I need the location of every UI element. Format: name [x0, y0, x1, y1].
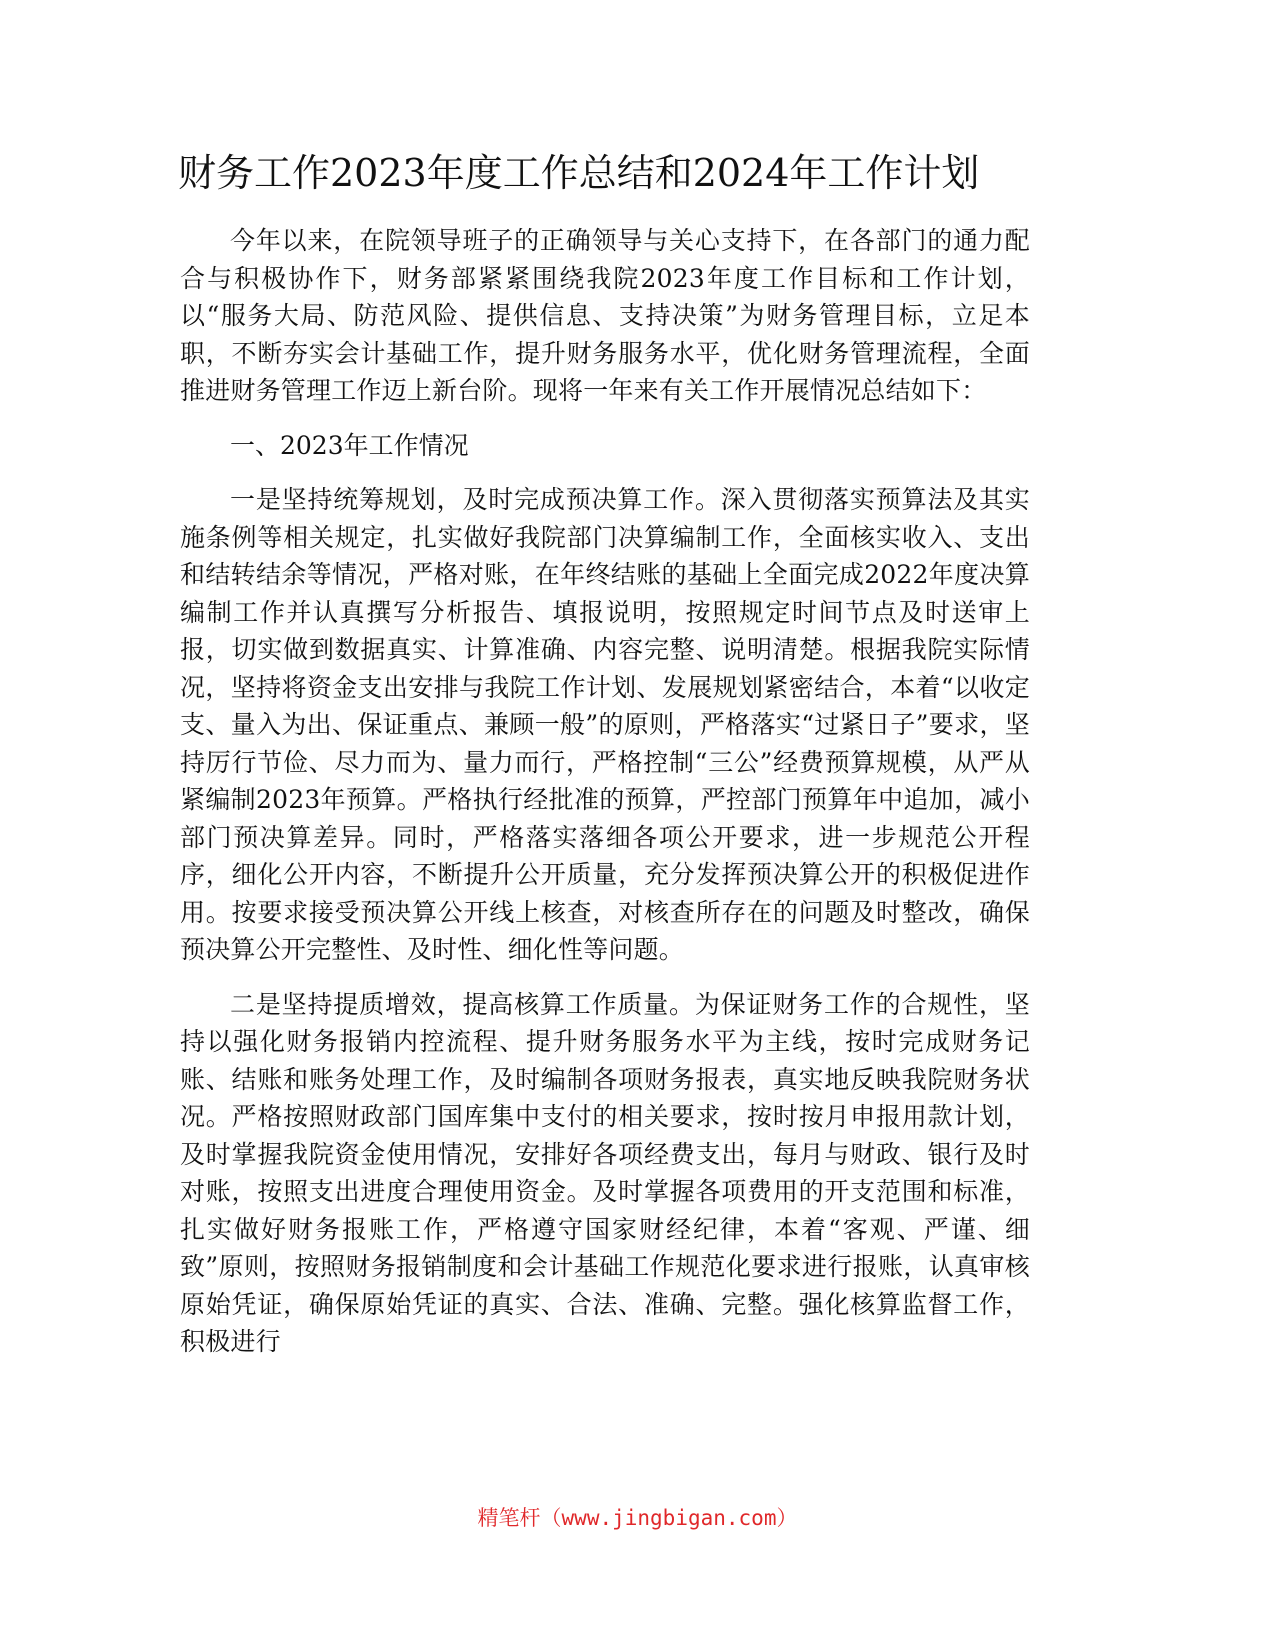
- intro-paragraph: 今年以来，在院领导班子的正确领导与关心支持下，在各部门的通力配合与积极协作下，财务部紧紧围绕我院2023年度工作目标和工作计划，以“服务大局、防范风险、提供信息、支持决策”为财务管理目标，立足本职，不断夯实会计基础工作，提升财务服务水平，优化财务管理流程，全面推进财务管理工作迈上新台阶。现将一年来有关工作开展情况总结如下：: [180, 226, 1030, 405]
- document-title: 财务工作2023年度工作总结和2024年工作计划: [178, 151, 980, 195]
- section-heading: 一、2023年工作情况: [230, 430, 469, 460]
- document-page: [180, 0, 1030, 1650]
- body-paragraph-1: 一是坚持统筹规划，及时完成预决算工作。深入贯彻落实预算法及其实施条例等相关规定，扎实做好我院部门决算编制工作，全面核实收入、支出和结转结余等情况，严格对账，在年终结账的基础上全面完成2022年度决算编制工作并认真撰写分析报告、填报说明，按照规定时间节点及时送审上报，切实做到数据真实、计算准确、内容完整、说明清楚。根据我院实际情况，坚持将资金支出安排与我院工作计划、发展规划紧密结合，本着“以收定支、量入为出、保证重点、兼顾一般”的原则，严格落实“过紧日子”要求，坚持厉行节俭、尽力而为、量力而行，严格控制“三公”经费预算规模，从严从紧编制2023年预算。严格执行经批准的预算，严控部门预算年中追加，减小部门预决算差异。同时，严格落实落细各项公开要求，进一步规范公开程序，细化公开内容，不断提升公开质量，充分发挥预决算公开的积极促进作用。按要求接受预决算公开线上核查，对核查所存在的问题及时整改，确保预决算公开完整性、及时性、细化性等问题。: [180, 485, 1030, 964]
- document-body: [180, 222, 1030, 1378]
- body-paragraph-2: 二是坚持提质增效，提高核算工作质量。为保证财务工作的合规性，坚持以强化财务报销内控流程、提升财务服务水平为主线，按时完成财务记账、结账和账务处理工作，及时编制各项财务报表，真实地反映我院财务状况。严格按照财政部门国库集中支付的相关要求，按时按月申报用款计划，及时掌握我院资金使用情况，安排好各项经费支出，每月与财政、银行及时对账，按照支出进度合理使用资金。及时掌握各项费用的开支范围和标准，扎实做好财务报账工作，严格遵守国家财经纪律，本着“客观、严谨、细致”原则，按照财务报销制度和会计基础工作规范化要求进行报账，认真审核原始凭证，确保原始凭证的真实、合法、准确、完整。强化核算监督工作，积极进行: [180, 989, 1030, 1356]
- footer-watermark: 精笔杆（www.jingbigan.com）: [477, 1506, 798, 1530]
